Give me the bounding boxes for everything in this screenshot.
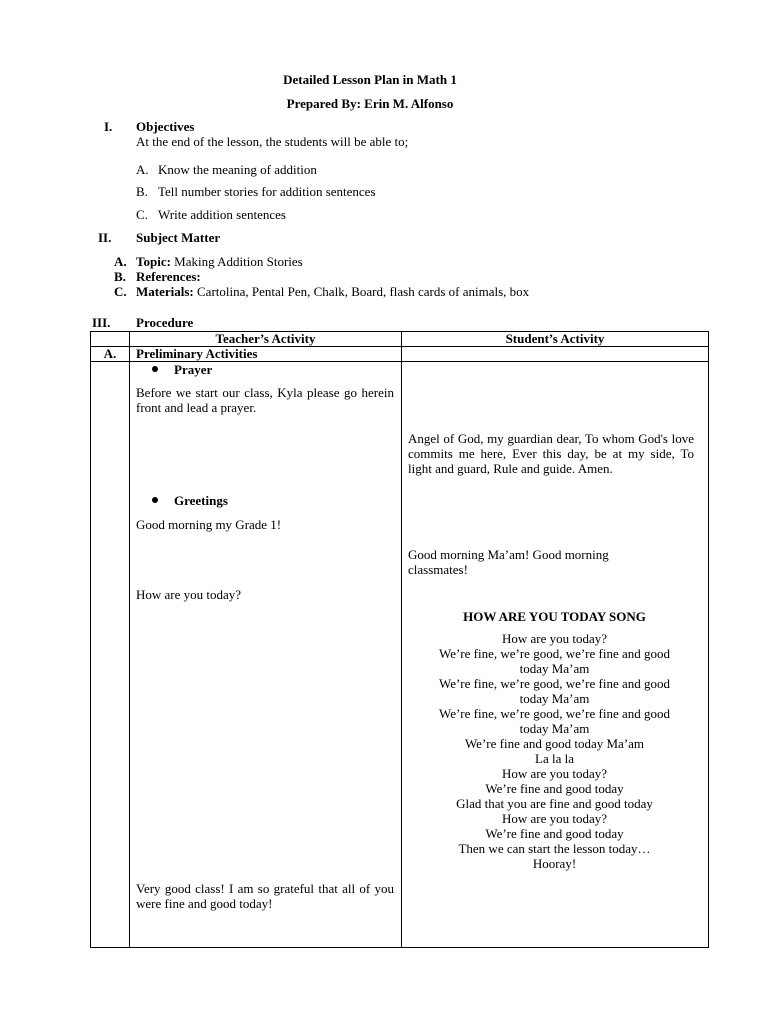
objectives-intro: At the end of the lesson, the students will be able to; <box>136 134 409 149</box>
objective-b: Tell number stories for addition sentences <box>158 184 376 199</box>
student-greeting-text: Good morning Ma’am! Good morning classmates! <box>408 547 609 577</box>
references-letter: B. <box>114 269 126 284</box>
col-teacher-header: Teacher’s Activity <box>130 332 402 347</box>
song-lyrics <box>402 631 707 871</box>
teacher-greeting-text: Good morning my Grade 1! <box>136 517 282 532</box>
song-line: Hooray! <box>532 856 577 871</box>
objective-b-letter: B. <box>136 184 148 199</box>
song-line: We’re fine, we’re good, we’re fine and good <box>438 676 671 691</box>
section-empty-cell <box>402 347 709 362</box>
materials-line <box>136 284 529 299</box>
procedure-table <box>90 331 709 948</box>
song-line: We’re fine, we’re good, we’re fine and good <box>438 646 671 661</box>
procedure-heading: Procedure <box>136 315 194 330</box>
student-activity-cell <box>402 362 709 948</box>
objective-c-letter: C. <box>136 207 148 222</box>
section-title: Preliminary Activities <box>130 347 402 362</box>
song-line: How are you today? <box>501 766 608 781</box>
bullet-icon <box>152 497 158 503</box>
objective-a: Know the meaning of addition <box>158 162 317 177</box>
header-empty-cell <box>91 332 130 347</box>
prepared-by: Prepared By: Erin M. Alfonso <box>286 96 454 111</box>
song-line: La la la <box>535 751 574 766</box>
materials-label: Materials: <box>136 284 194 299</box>
song-line: Glad that you are fine and good today <box>456 796 653 811</box>
teacher-prayer-text: Before we start our class, Kyla please go herein front and lead a prayer. <box>136 385 394 415</box>
references-label: References: <box>136 269 201 284</box>
activities-row <box>91 362 709 948</box>
bullet-icon <box>152 366 158 372</box>
song-line: We’re fine and good today Ma’am <box>464 736 645 751</box>
subject-matter-heading: Subject Matter <box>136 230 221 245</box>
objectives-numeral: I. <box>104 119 113 134</box>
table-header-row <box>91 332 709 347</box>
song-line: We’re fine and good today <box>485 781 624 796</box>
student-prayer-text: Angel of God, my guardian dear, To whom God's love commits me here, Ever this day, be at my side, To light and guard, Rule and guide. Amen. <box>408 431 694 476</box>
teacher-activity-cell <box>130 362 402 948</box>
prayer-bullet <box>152 362 212 377</box>
song-line: today Ma’am <box>519 661 590 676</box>
topic-line <box>136 254 303 269</box>
subject-matter-numeral: II. <box>98 230 112 245</box>
prayer-label: Prayer <box>174 362 213 377</box>
objectives-heading: Objectives <box>136 119 195 134</box>
teacher-how-text: How are you today? <box>136 587 242 602</box>
objective-c: Write addition sentences <box>158 207 286 222</box>
song-line: today Ma’am <box>519 721 590 736</box>
materials-value: Cartolina, Pental Pen, Chalk, Board, flash cards of animals, box <box>193 284 530 299</box>
song-line: How are you today? <box>501 631 608 646</box>
section-row <box>91 347 709 362</box>
song-line: Then we can start the lesson today… <box>458 841 651 856</box>
topic-letter: A. <box>114 254 127 269</box>
body-empty-cell <box>91 362 130 948</box>
document-title: Detailed Lesson Plan in Math 1 <box>283 72 457 87</box>
topic-label: Topic: <box>136 254 171 269</box>
teacher-closing-text: Very good class! I am so grateful that all of you were fine and good today! <box>136 881 394 911</box>
song-line: How are you today? <box>501 811 608 826</box>
greetings-bullet <box>152 493 228 508</box>
objective-a-letter: A. <box>136 162 149 177</box>
song-line: We’re fine and good today <box>485 826 624 841</box>
col-student-header: Student’s Activity <box>402 332 709 347</box>
song-title: HOW ARE YOU TODAY SONG <box>463 609 646 624</box>
materials-letter: C. <box>114 284 127 299</box>
song-line: We’re fine, we’re good, we’re fine and good <box>438 706 671 721</box>
section-letter: A. <box>91 347 130 362</box>
greetings-label: Greetings <box>174 493 228 508</box>
song-line: today Ma’am <box>519 691 590 706</box>
topic-value: Making Addition Stories <box>170 254 303 269</box>
procedure-numeral: III. <box>92 315 111 330</box>
